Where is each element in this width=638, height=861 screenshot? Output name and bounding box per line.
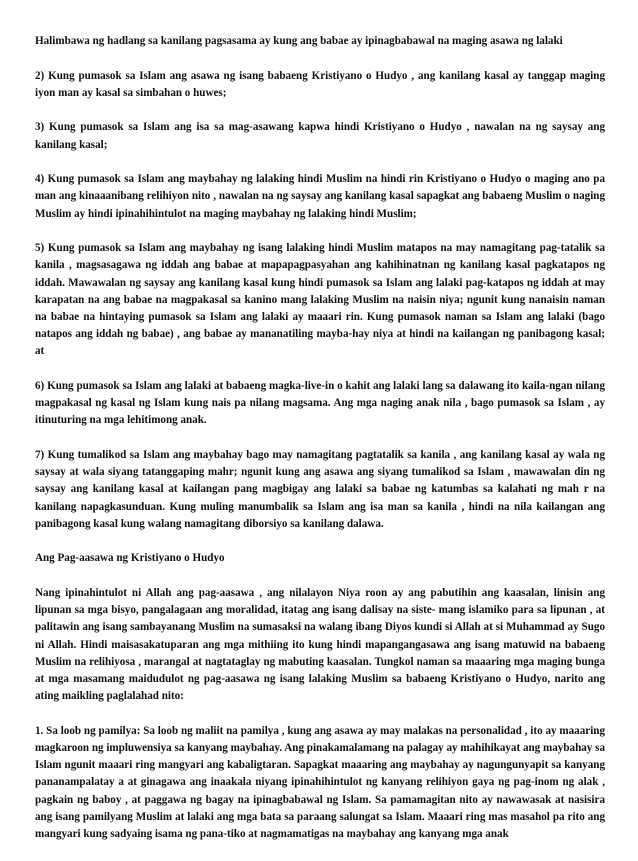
paragraph-family: 1. Sa loob ng pamilya: Sa loob ng maliit na pamilya , kung ang asawa ay may malakas na personalidad , ito ay maaaring magkaroon ng impluwensiya sa kanyang maybahay. Ang pinakamalamang na palagay ay mahihikayat ang maybahay sa Islam ngunit maaari ring mangyari ang kabaligtaran. Sapagkat maaaring ang maybahay ay nagungunyapit sa kanyang pananampalatay a at ginagawa ang inaakala niyang ipinahihintulot ng kanyang relihiyon gaya ng pag-inom ng alak , pagkain ng baboy , at paggawa ng bagay na ipinagbabawal ng Islam. Sa pamamagitan nito ay nawawasak at nasisira ang isang pamilyang Muslim at lalaki ang mga bata sa paraang salungat sa Islam. Maaari ring mas masahol pa rito ang mangyari kung sadyaing isama ng pana-tiko at nagmamatigas na maybahay ang kanyang mga anak bbox=[35, 724, 605, 841]
section-heading: Ang Pag-aasawa ng Kristiyano o Hudyo bbox=[35, 552, 225, 565]
paragraph-section-intro: Nang ipinahintulot ni Allah ang pag-aasawa , ang nilalayon Niya roon ay ang pabutihin ang kaasalan, linisin ang lipunan sa mga bisyo, pangalagaan ang moralidad, itatag ang isang dalisay na siste- mang islamiko para sa lipunan , at palitawin ang isang sambayanang Muslim na sumasaksi na walang ibang Diyos kundi si Allah at si Muhammad ay Sugo ni Allah. Hindi maisasakatuparan ang mga mithiing ito kung hindi mapangangasawa ang isang matuwid na babaeng Muslim na relihiyosa , marangal at nagtataglay ng mabuting kaasalan. Tungkol naman sa maaaring mga maging bunga at mga masamang maidudulot ng pag-aasawa ng isang lalaking Muslim sa babaeng Kristiyano o Hudyo, narito ang ating maikling paglalahad nito: bbox=[35, 587, 605, 703]
paragraph-item-7: 7) Kung tumalikod sa Islam ang maybahay bago may namagitang pagtatalik sa kanila , ang kanilang kasal ay wala ng saysay at wala siyang tatanggaping mahr; ngunit kung ang asawa ang siyang tumalikod sa Islam , mawawalan din ng saysay ang kanilang kasal at kailangan pang magbigay ang lalaki sa babae ng katumbas sa kalahati ng mah r na kanilang napagkasunduan. Kung muling manumbalik sa Islam ang isa man sa kanila , hindi na nila kailangan ang panibagong kasal kung walang namagitang diborsiyo sa kanilang dalawa. bbox=[35, 449, 605, 530]
paragraph-item-5: 5) Kung pumasok sa Islam ang maybahay ng isang lalaking hindi Muslim matapos na may namagitang pag-tatalik sa kanila , magsasagawa ng iddah ang babae at mapapagpasyahan ang kahihinatnan ng kanilang kasal pagkatapos ng iddah. Mawawalan ng saysay ang kanilang kasal kung hindi pumasok sa Islam ang lalaki pag-katapos ng iddah at may karapatan na ang babae na magpakasal sa kanino mang lalaking Muslim na naisin niya; ngunit kung nanaisin naman na babae na hintaying pumasok sa Islam ang lalaki ay maaari rin. Kung pumasok naman sa Islam ang lalaki (bago natapos ang iddah ng babae) , ang babae ay mananatiling mayba-hay niya at hindi na kailangan ng panibagong kasal; at bbox=[35, 242, 605, 358]
paragraph-item-6: 6) Kung pumasok sa Islam ang lalaki at babaeng magka-live-in o kahit ang lalaki lang sa dalawang ito kaila-ngan nilang magpakasal ng kasal ng Islam kung nais pa nilang magsama. Ang mga naging anak nila , bago pumasok sa Islam , ay itinuturing na mga lehitimong anak. bbox=[35, 380, 605, 427]
paragraph-item-2: 2) Kung pumasok sa Islam ang asawa ng isang babaeng Kristiyano o Hudyo , ang kanilang kasal ay tanggap maging iyon man ay kasal sa simbahan o huwes; bbox=[35, 69, 605, 99]
document-body bbox=[35, 33, 605, 861]
paragraph-intro: Halimbawa ng hadlang sa kanilang pagsasama ay kung ang babae ay ipinagbabawal na maging asawa ng lalaki bbox=[35, 35, 563, 47]
paragraph-item-4: 4) Kung pumasok sa Islam ang maybahay ng lalaking hindi Muslim na hindi rin Kristiyano o Hudyo o maging ano pa man ang kinaaanibang relihiyon nito , nawalan na ng saysay ang kanilang kasal sapagkat ang babaeng Muslim o naging Muslim ay hindi ipinahihintulot na maging maybahay ng lalaking hindi Muslim; bbox=[35, 173, 605, 220]
paragraph-item-3: 3) Kung pumasok sa Islam ang isa sa mag-asawang kapwa hindi Kristiyano o Hudyo , nawalan na ng saysay ang kanilang kasal; bbox=[35, 121, 605, 151]
